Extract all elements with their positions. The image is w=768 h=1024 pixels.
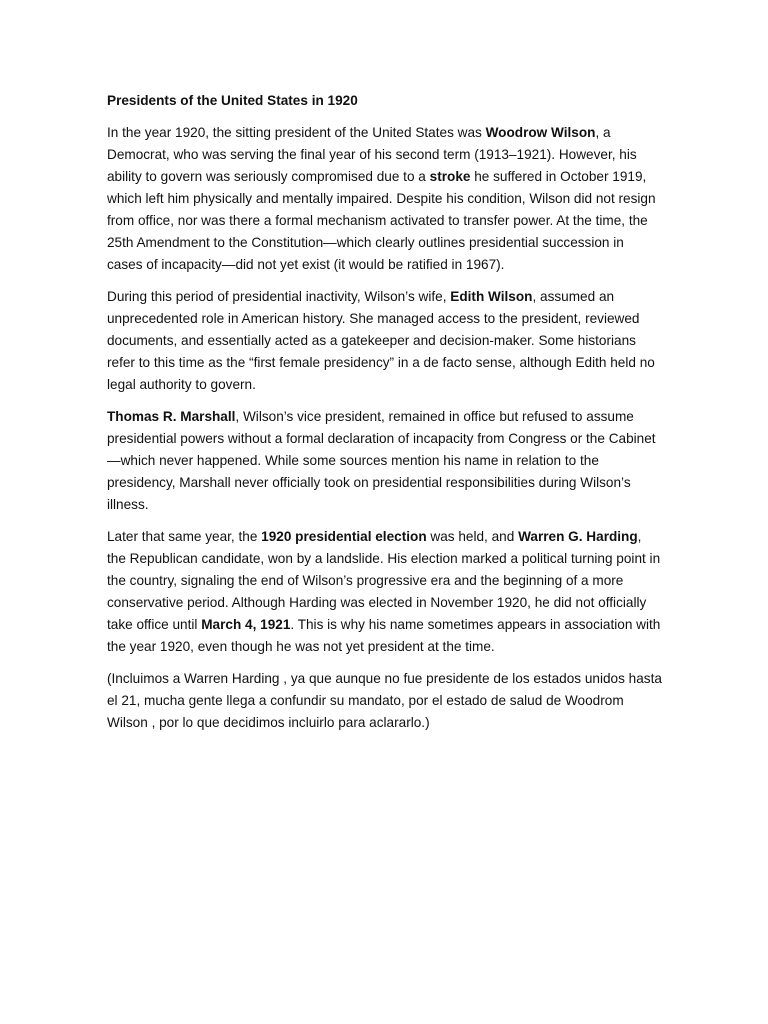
body-paragraph	[107, 122, 663, 276]
document-page	[107, 90, 663, 744]
body-paragraph	[107, 406, 663, 516]
bold-text: stroke	[429, 169, 471, 184]
paragraph-text: , the Republican candidate, won by a landslide. His election marked a political turning point in the country, signaling the end of Wilson’s progressive era and the beginning of a more conservative period. Although Harding was elected in November 1920, he did not officially take office until	[107, 529, 661, 632]
paragraph-text: (Incluimos a Warren Harding , ya que aunque no fue presidente de los estados unidos hasta el 21, mucha gente llega a confundir su mandato, por el estado de salud de Woodrom Wilson , por lo que decidimos incluirlo para aclararlo.)	[107, 671, 662, 730]
bold-text: Warren G. Harding	[518, 529, 638, 544]
paragraph-text: , Wilson’s vice president, remained in office but refused to assume presidential powers without a formal declaration of incapacity from Congress or the Cabinet—which never happened. While some sources mention his name in relation to the presidency, Marshall never officially took on presidential responsibilities during Wilson’s illness.	[107, 409, 656, 512]
paragraph-text: was held, and	[426, 529, 519, 544]
bold-text: Edith Wilson	[450, 289, 533, 304]
body-paragraph	[107, 526, 663, 658]
paragraph-text: he suffered in October 1919, which left him physically and mentally impaired. Despite his condition, Wilson did not resign from office, nor was there a formal mechanism activated to transfer power. At the time, the 25th Amendment to the Constitution—which clearly outlines presidential succession in cases of incapacity—did not yet exist (it would be ratified in 1967).	[107, 169, 656, 272]
document-body	[107, 122, 663, 734]
paragraph-text: , a Democrat, who was serving the final year of his second term (1913–1921). However, his ability to govern was seriously compromised due to a	[107, 125, 637, 184]
body-paragraph	[107, 286, 663, 396]
paragraph-text: In the year 1920, the sitting president of the United States was	[107, 125, 486, 140]
bold-text: March 4, 1921	[201, 617, 291, 632]
document-title: Presidents of the United States in 1920	[107, 93, 358, 108]
bold-text: Woodrow Wilson	[485, 125, 596, 140]
bold-text: 1920 presidential election	[261, 529, 427, 544]
bold-text: Thomas R. Marshall	[107, 409, 236, 424]
paragraph-text: . This is why his name sometimes appears in association with the year 1920, even though he was not yet president at the time.	[107, 617, 661, 654]
body-paragraph	[107, 668, 663, 734]
paragraph-text: During this period of presidential inactivity, Wilson’s wife,	[107, 289, 451, 304]
paragraph-text: Later that same year, the	[107, 529, 262, 544]
paragraph-text: , assumed an unprecedented role in American history. She managed access to the president, reviewed documents, and essentially acted as a gatekeeper and decision-maker. Some historians refer to this time as the “first female presidency” in a de facto sense, although Edith held no legal authority to govern.	[107, 289, 655, 392]
